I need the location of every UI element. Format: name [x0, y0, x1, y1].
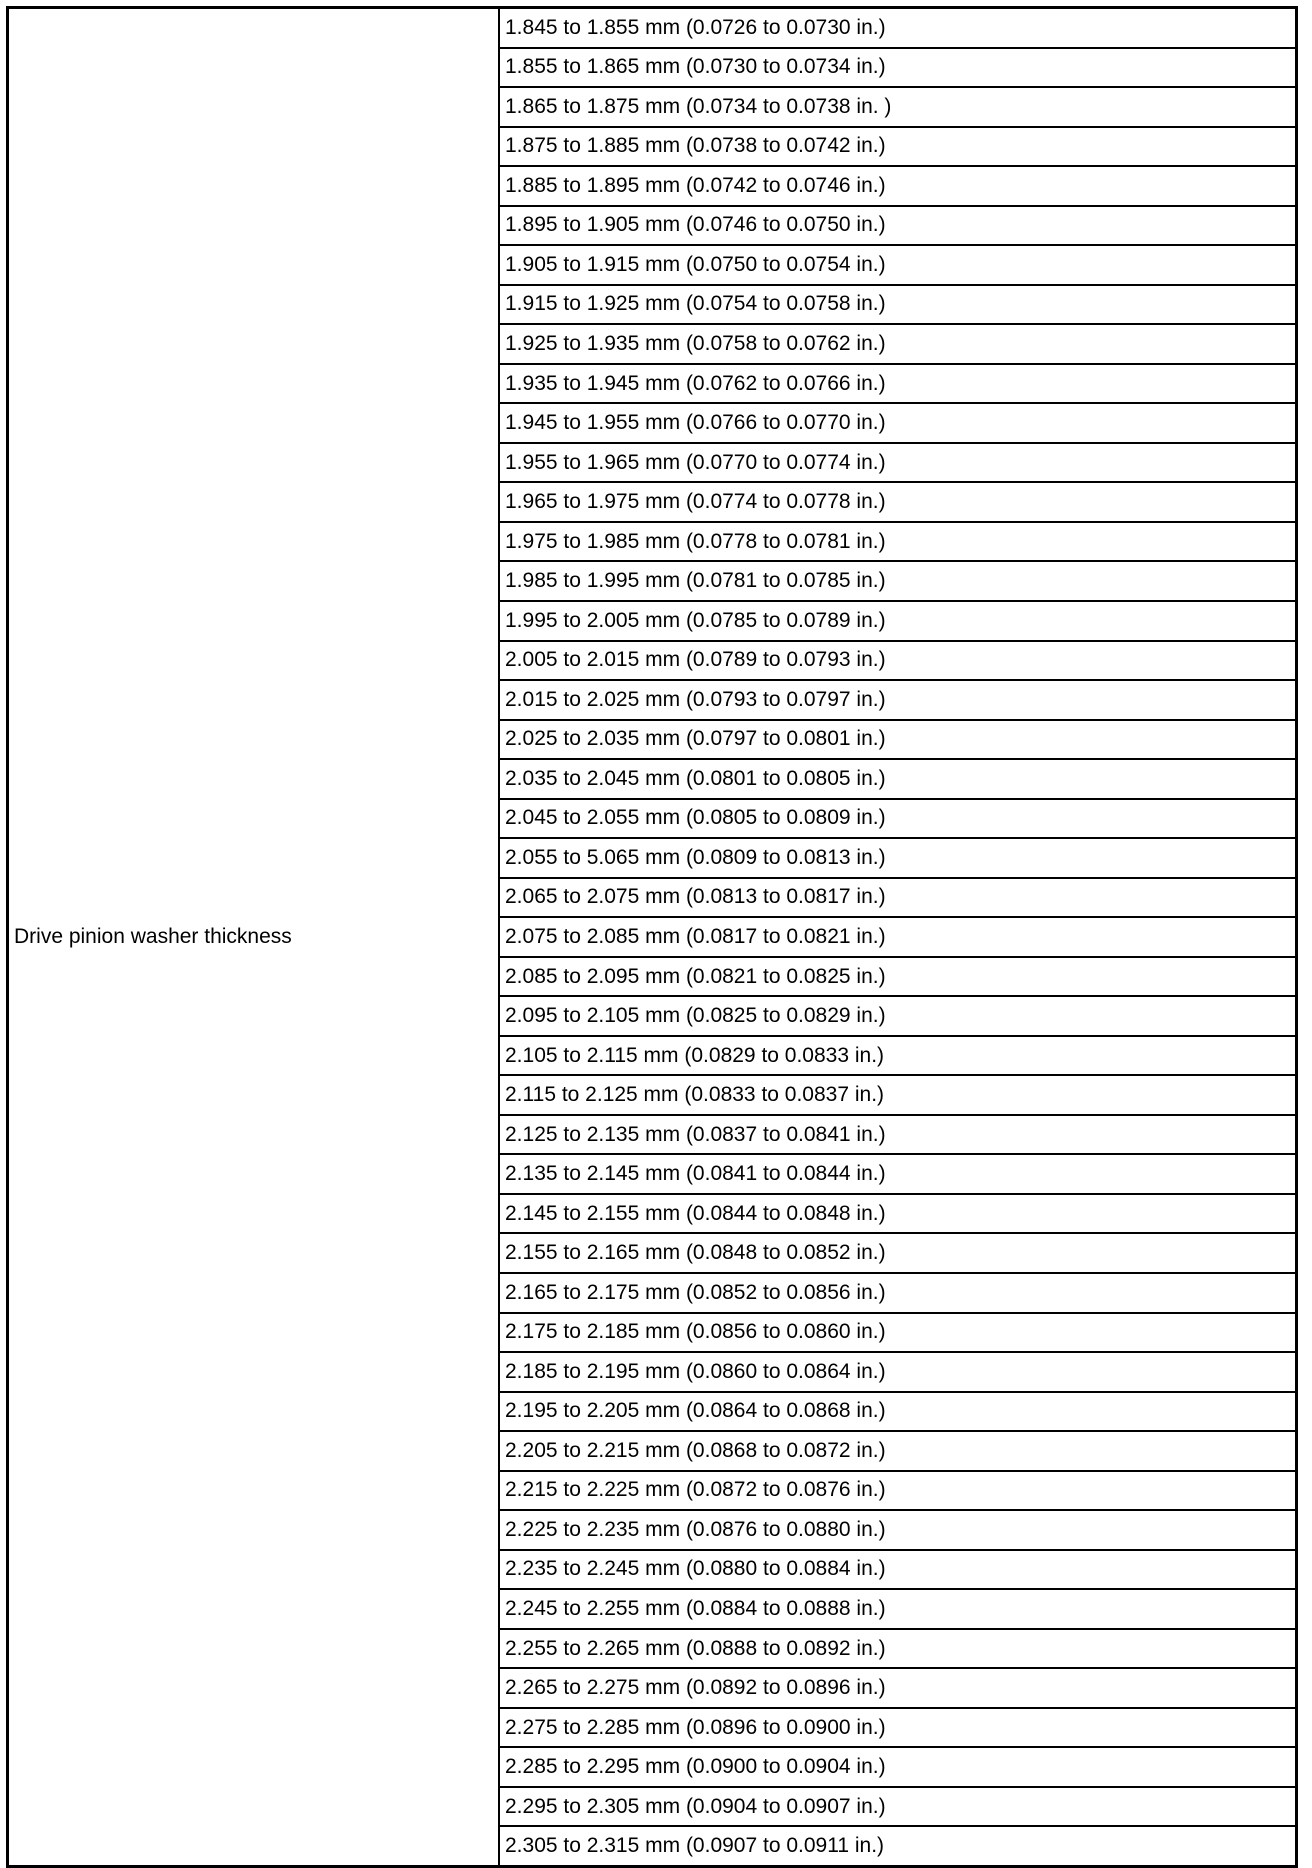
table-row [500, 1432, 1295, 1472]
table-cell-value: 2.095 to 2.105 mm (0.0825 to 0.0829 in.) [505, 1004, 886, 1028]
table-row [500, 1551, 1295, 1591]
table-cell-value: 2.185 to 2.195 mm (0.0860 to 0.0864 in.) [505, 1359, 886, 1383]
table-row [500, 1353, 1295, 1393]
table-cell-value: 2.205 to 2.215 mm (0.0868 to 0.0872 in.) [505, 1438, 886, 1462]
table-row [500, 246, 1295, 286]
table-row [500, 1669, 1295, 1709]
table-cell-value: 2.255 to 2.265 mm (0.0888 to 0.0892 in.) [505, 1636, 886, 1660]
table-cell-value: 2.215 to 2.225 mm (0.0872 to 0.0876 in.) [505, 1478, 886, 1502]
table-row [500, 760, 1295, 800]
table-row [500, 1788, 1295, 1828]
table-cell-value: 2.275 to 2.285 mm (0.0896 to 0.0900 in.) [505, 1715, 886, 1739]
table-row [500, 1234, 1295, 1274]
table-cell-value: 2.155 to 2.165 mm (0.0848 to 0.0852 in.) [505, 1241, 886, 1265]
table-row [500, 1195, 1295, 1235]
table-row [500, 918, 1295, 958]
table-row [500, 1709, 1295, 1749]
table-row [500, 128, 1295, 168]
table-cell-value: 2.075 to 2.085 mm (0.0817 to 0.0821 in.) [505, 924, 886, 948]
table-cell-value: 2.295 to 2.305 mm (0.0904 to 0.0907 in.) [505, 1794, 886, 1818]
spec-table [6, 6, 1298, 1868]
table-row [500, 88, 1295, 128]
table-cell-value: 1.845 to 1.855 mm (0.0726 to 0.0730 in.) [505, 15, 886, 39]
table-cell-value: 2.005 to 2.015 mm (0.0789 to 0.0793 in.) [505, 648, 886, 672]
table-row [500, 958, 1295, 998]
table-cell-value: 2.175 to 2.185 mm (0.0856 to 0.0860 in.) [505, 1320, 886, 1344]
table-row [500, 167, 1295, 207]
table-row [500, 1274, 1295, 1314]
table-cell-value: 1.925 to 1.935 mm (0.0758 to 0.0762 in.) [505, 332, 886, 356]
table-row [500, 1590, 1295, 1630]
table-cell-value: 2.225 to 2.235 mm (0.0876 to 0.0880 in.) [505, 1517, 886, 1541]
table-cell-value: 1.885 to 1.895 mm (0.0742 to 0.0746 in.) [505, 173, 886, 197]
table-cell-value: 2.145 to 2.155 mm (0.0844 to 0.0848 in.) [505, 1201, 886, 1225]
table-cell-value: 2.285 to 2.295 mm (0.0900 to 0.0904 in.) [505, 1755, 886, 1779]
table-cell-value: 2.045 to 2.055 mm (0.0805 to 0.0809 in.) [505, 806, 886, 830]
table-cell-value: 2.265 to 2.275 mm (0.0892 to 0.0896 in.) [505, 1676, 886, 1700]
table-row [500, 365, 1295, 405]
spec-label-cell [9, 9, 500, 1865]
table-cell-value: 2.065 to 2.075 mm (0.0813 to 0.0817 in.) [505, 885, 886, 909]
table-cell-value: 2.085 to 2.095 mm (0.0821 to 0.0825 in.) [505, 964, 886, 988]
table-cell-value: 2.195 to 2.205 mm (0.0864 to 0.0868 in.) [505, 1399, 886, 1423]
table-row [500, 1037, 1295, 1077]
table-row [500, 642, 1295, 682]
table-row [500, 800, 1295, 840]
table-row [500, 207, 1295, 247]
table-cell-value: 1.915 to 1.925 mm (0.0754 to 0.0758 in.) [505, 292, 886, 316]
table-row [500, 1511, 1295, 1551]
table-cell-value: 2.025 to 2.035 mm (0.0797 to 0.0801 in.) [505, 727, 886, 751]
table-row [500, 721, 1295, 761]
table-cell-value: 2.305 to 2.315 mm (0.0907 to 0.0911 in.) [505, 1834, 885, 1858]
spec-values-column [500, 9, 1295, 1865]
table-row [500, 483, 1295, 523]
table-cell-value: 2.115 to 2.125 mm (0.0833 to 0.0837 in.) [505, 1083, 885, 1107]
table-cell-value: 1.985 to 1.995 mm (0.0781 to 0.0785 in.) [505, 569, 886, 593]
table-cell-value: 2.105 to 2.115 mm (0.0829 to 0.0833 in.) [505, 1043, 885, 1067]
table-cell-value: 1.975 to 1.985 mm (0.0778 to 0.0781 in.) [505, 529, 886, 553]
table-cell-value: 1.895 to 1.905 mm (0.0746 to 0.0750 in.) [505, 213, 886, 237]
table-row [500, 49, 1295, 89]
table-row [500, 1472, 1295, 1512]
table-row [500, 879, 1295, 919]
table-cell-value: 1.935 to 1.945 mm (0.0762 to 0.0766 in.) [505, 371, 886, 395]
table-row [500, 286, 1295, 326]
table-row [500, 325, 1295, 365]
table-cell-value: 1.855 to 1.865 mm (0.0730 to 0.0734 in.) [505, 55, 886, 79]
table-row [500, 1116, 1295, 1156]
table-row [500, 1748, 1295, 1788]
table-cell-value: 2.245 to 2.255 mm (0.0884 to 0.0888 in.) [505, 1597, 886, 1621]
spec-label: Drive pinion washer thickness [14, 925, 292, 948]
table-row [500, 1155, 1295, 1195]
table-row [500, 562, 1295, 602]
table-cell-value: 1.955 to 1.965 mm (0.0770 to 0.0774 in.) [505, 450, 886, 474]
table-row [500, 9, 1295, 49]
table-cell-value: 2.165 to 2.175 mm (0.0852 to 0.0856 in.) [505, 1280, 886, 1304]
table-cell-value: 1.995 to 2.005 mm (0.0785 to 0.0789 in.) [505, 608, 886, 632]
table-cell-value: 1.905 to 1.915 mm (0.0750 to 0.0754 in.) [505, 252, 886, 276]
table-cell-value: 2.055 to 5.065 mm (0.0809 to 0.0813 in.) [505, 845, 886, 869]
table-row [500, 681, 1295, 721]
table-row [500, 602, 1295, 642]
table-row [500, 1630, 1295, 1670]
table-cell-value: 2.235 to 2.245 mm (0.0880 to 0.0884 in.) [505, 1557, 886, 1581]
table-row [500, 1393, 1295, 1433]
table-row [500, 1314, 1295, 1354]
table-cell-value: 1.945 to 1.955 mm (0.0766 to 0.0770 in.) [505, 411, 886, 435]
table-cell-value: 2.015 to 2.025 mm (0.0793 to 0.0797 in.) [505, 687, 886, 711]
table-row [500, 1827, 1295, 1865]
table-row [500, 444, 1295, 484]
table-cell-value: 2.125 to 2.135 mm (0.0837 to 0.0841 in.) [505, 1122, 886, 1146]
table-row [500, 1076, 1295, 1116]
table-cell-value: 1.875 to 1.885 mm (0.0738 to 0.0742 in.) [505, 134, 886, 158]
table-row [500, 404, 1295, 444]
table-cell-value: 2.135 to 2.145 mm (0.0841 to 0.0844 in.) [505, 1162, 886, 1186]
table-row [500, 839, 1295, 879]
table-cell-value: 1.865 to 1.875 mm (0.0734 to 0.0738 in. ) [505, 94, 892, 118]
table-cell-value: 1.965 to 1.975 mm (0.0774 to 0.0778 in.) [505, 490, 886, 514]
table-cell-value: 2.035 to 2.045 mm (0.0801 to 0.0805 in.) [505, 766, 886, 790]
table-row [500, 997, 1295, 1037]
table-row [500, 523, 1295, 563]
